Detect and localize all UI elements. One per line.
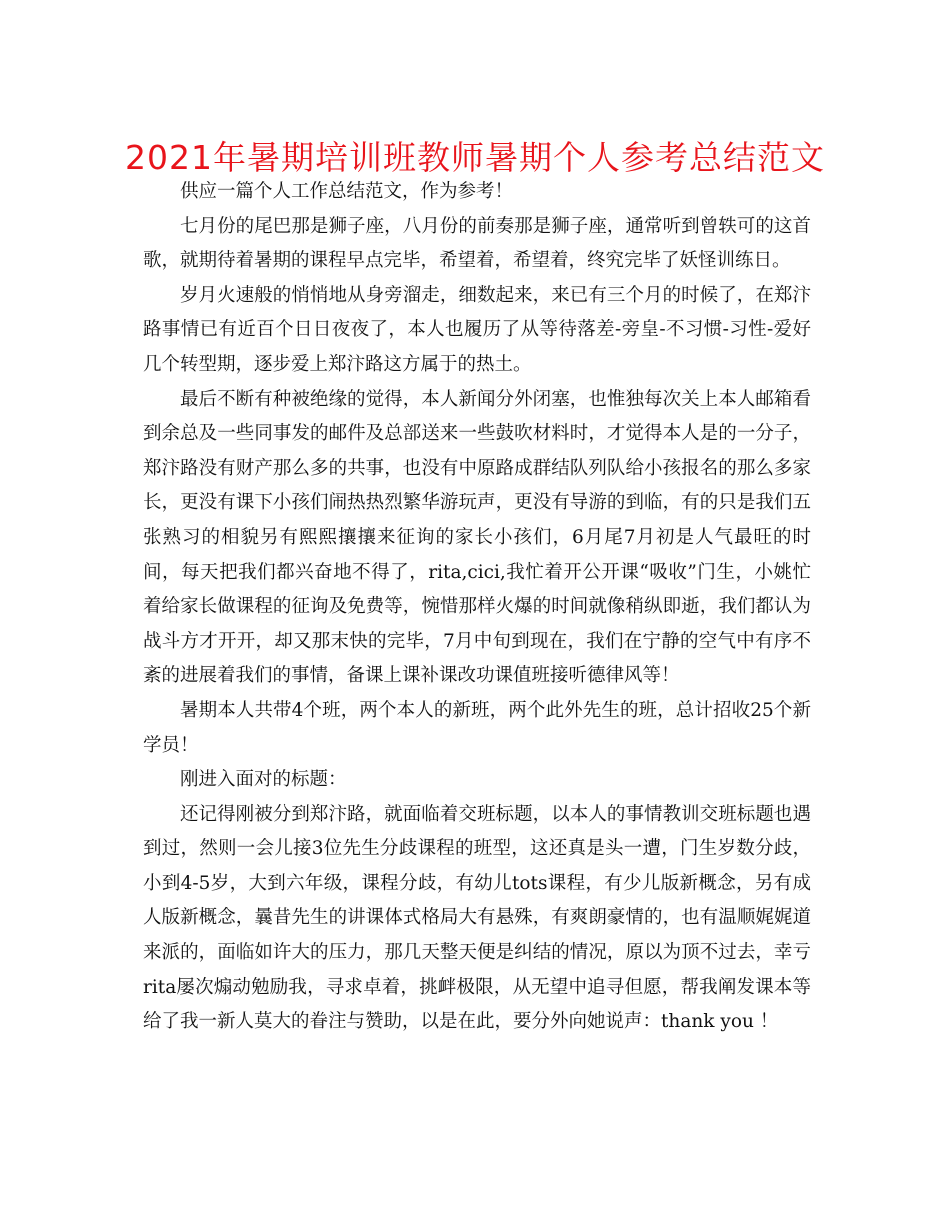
paragraph-handover: 还记得刚被分到郑汴路，就面临着交班标题，以本人的事情教训交班标题也遇到过，然则一会儿接3位先生分歧课程的班型，这还真是头一遭，门生岁数分歧，小到4-5岁，大到六年级，课程分歧，有幼儿tots课程，有少儿版新概念，另有成人版新概念，曩昔先生的讲课体式格局大有悬殊，有爽朗豪情的，也有温顺娓娓道来派的，面临如许大的压力，那几天整天便是纠结的情况，原以为顶不过去，幸亏rita屡次煽动勉励我，寻求卓着，挑衅极限，从无望中追寻但愿，帮我阐发课本等给了我一新人莫大的眷注与赞助，以是在此，要分外向她说声：thank you ！ bbox=[143, 803, 811, 1033]
paragraph-intro: 供应一篇个人工作总结范文，作为参考！ bbox=[180, 181, 514, 202]
paragraph-july-august: 七月份的尾巴那是狮子座，八月份的前奏那是狮子座，通常听到曾轶可的这首歌，就期待着暑期的课程早点完毕，希望着，希望着，终究完毕了妖怪训练日。 bbox=[143, 215, 811, 272]
paragraph-classes: 暑期本人共带4个班，两个本人的新班，两个此外先生的班，总计招收25个新学员！ bbox=[143, 699, 811, 756]
document-body bbox=[143, 175, 811, 1040]
document-title: 2021年暑期培训班教师暑期个人参考总结范文 bbox=[125, 138, 825, 177]
paragraph-heading-problems: 刚进入面对的标题： bbox=[180, 769, 347, 791]
paragraph-isolation: 最后不断有种被绝缘的觉得，本人新闻分外闭塞，也惟独每次关上本人邮箱看到余总及一些同事发的邮件及总部送来一些鼓吹材料时，才觉得本人是的一分子，郑汴路没有财产那么多的共事，也没有中原路成群结队列队给小孩报名的那么多家长，更没有课下小孩们闹热热烈繁华游玩声，更没有导游的到临，有的只是我们五张熟习的相貌另有熙熙攘攘来征询的家长小孩们，6月尾7月初是人气最旺的时间，每天把我们都兴奋地不得了，rita,cici,我忙着开公开课“吸收”门生，小姚忙着给家长做课程的征询及免费等，惋惜那样火爆的时间就像稍纵即逝，我们都认为战斗方才开开，却又那末快的完毕，7月中旬到现在，我们在宁静的空气中有序不紊的进展着我们的事情，备课上课补课改功课值班接听德律风等！ bbox=[143, 388, 811, 687]
paragraph-time-passing: 岁月火速般的悄悄地从身旁溜走，细数起来，来已有三个月的时候了，在郑汴路事情已有近百个日日夜夜了，本人也履历了从等待落差-旁皇-不习惯-习性-爱好几个转型期，逐步爱上郑汴路这方属于的热土。 bbox=[143, 284, 811, 375]
